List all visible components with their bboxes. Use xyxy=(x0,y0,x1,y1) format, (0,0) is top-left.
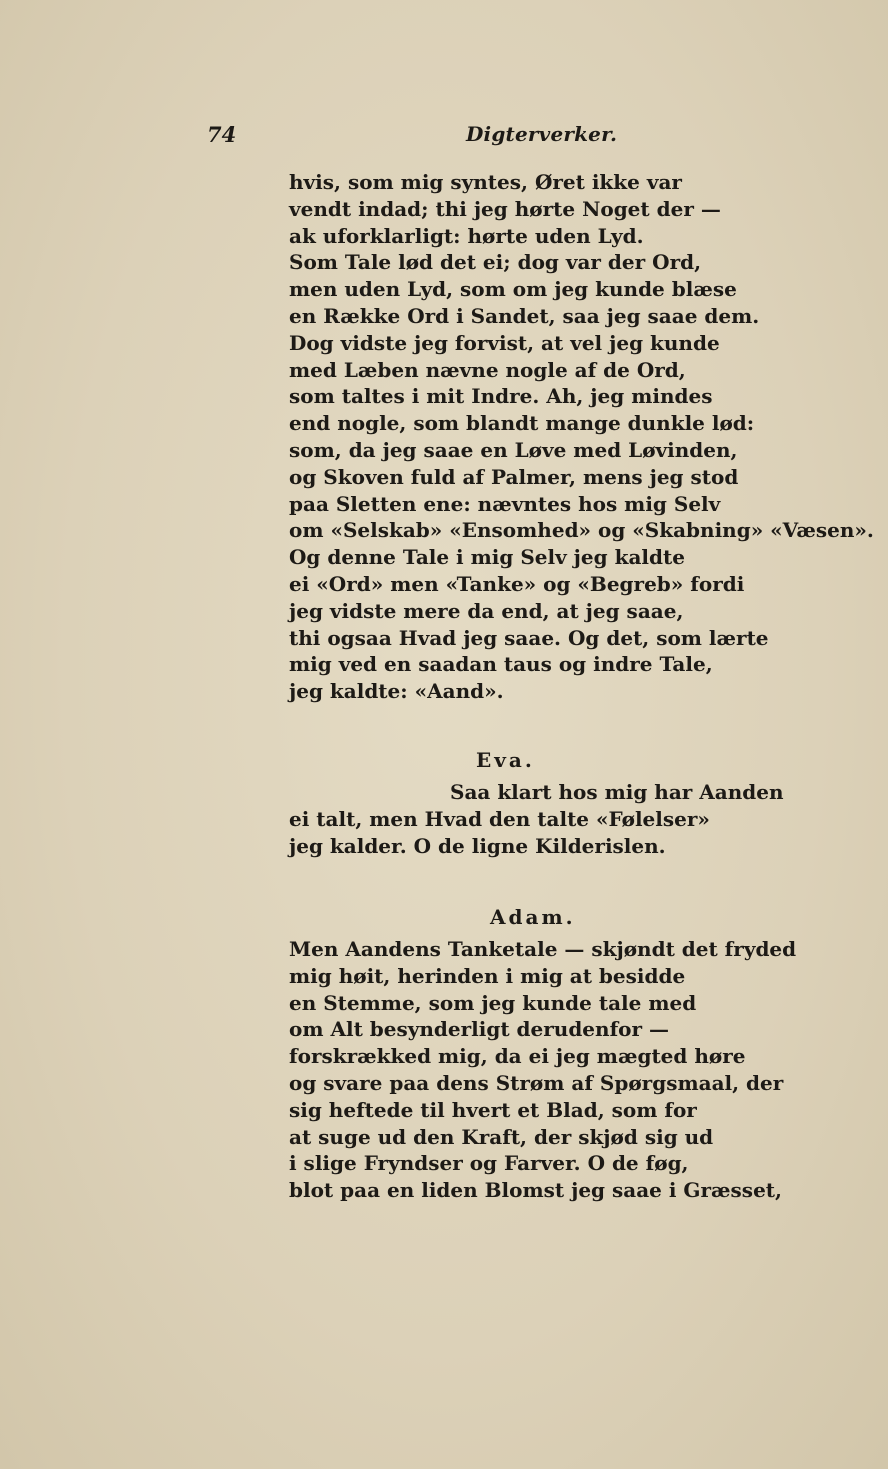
verse-line: jeg kalder. O de ligne Kilderislen. xyxy=(289,833,666,858)
page-number: 74 xyxy=(207,122,237,147)
verse-line: om Alt besynderligt derudenfor — xyxy=(289,1017,670,1042)
verse-line: thi ogsaa Hvad jeg saae. Og det, som lærte xyxy=(289,625,769,650)
verse-line: som taltes i mit Indre. Ah, jeg mindes xyxy=(289,384,713,409)
verse-line: forskrækked mig, da ei jeg mægted høre xyxy=(289,1044,746,1069)
verse-line: som, da jeg saae en Løve med Løvinden, xyxy=(289,437,738,462)
verse-line: ei talt, men Hvad den talte «Følelser» xyxy=(289,806,710,831)
verse-line: Men Aandens Tanketale — skjøndt det fryded xyxy=(289,937,797,961)
verse-line: i slige Fryndser og Farver. O de føg, xyxy=(289,1151,689,1176)
verse-line: om «Selskab» «Ensomhed» og «Skabning» «Væsen». xyxy=(289,518,874,543)
speaker-eva: Eva. xyxy=(476,748,535,772)
verse-line: sig heftede til hvert et Blad, som for xyxy=(289,1097,697,1122)
verse-line: ei «Ord» men «Tanke» og «Begreb» fordi xyxy=(289,571,745,596)
verse-line: men uden Lyd, som om jeg kunde blæse xyxy=(289,277,737,302)
verse-line: og Skoven fuld af Palmer, mens jeg stod xyxy=(289,464,739,489)
verse-line: jeg kaldte: «Aand». xyxy=(289,679,504,704)
verse-line: Og denne Tale i mig Selv jeg kaldte xyxy=(289,545,685,570)
verse-line: og svare paa dens Strøm af Spørgsmaal, der xyxy=(289,1070,784,1095)
speaker-adam: Adam. xyxy=(490,905,576,929)
verse-passage-1 xyxy=(289,169,874,705)
verse-line: mig ved en saadan taus og indre Tale, xyxy=(289,652,713,677)
verse-line: en Stemme, som jeg kunde tale med xyxy=(289,990,697,1015)
verse-passage-adam xyxy=(289,936,796,1204)
verse-line: en Række Ord i Sandet, saa jeg saae dem. xyxy=(289,303,760,328)
verse-passage-eva xyxy=(289,779,784,859)
verse-line: Saa klart hos mig har Aanden xyxy=(450,780,784,804)
verse-line: mig høit, herinden i mig at besidde xyxy=(289,963,686,988)
verse-line: jeg vidste mere da end, at jeg saae, xyxy=(289,598,684,623)
verse-line: ak uforklarligt: hørte uden Lyd. xyxy=(289,223,644,248)
verse-line: paa Sletten ene: nævntes hos mig Selv xyxy=(289,491,721,516)
verse-line: blot paa en liden Blomst jeg saae i Græsset, xyxy=(289,1178,782,1203)
verse-line: at suge ud den Kraft, der skjød sig ud xyxy=(289,1124,714,1149)
verse-line: Dog vidste jeg forvist, at vel jeg kunde xyxy=(289,330,720,355)
page-header xyxy=(0,122,888,152)
verse-line: hvis, som mig syntes, Øret ikke var xyxy=(289,170,682,194)
running-title: Digterverker. xyxy=(466,122,618,146)
verse-line: med Læben nævne nogle af de Ord, xyxy=(289,357,686,382)
verse-line: vendt indad; thi jeg hørte Noget der — xyxy=(289,196,721,221)
verse-line: Som Tale lød det ei; dog var der Ord, xyxy=(289,250,702,275)
verse-line: end nogle, som blandt mange dunkle lød: xyxy=(289,411,755,436)
